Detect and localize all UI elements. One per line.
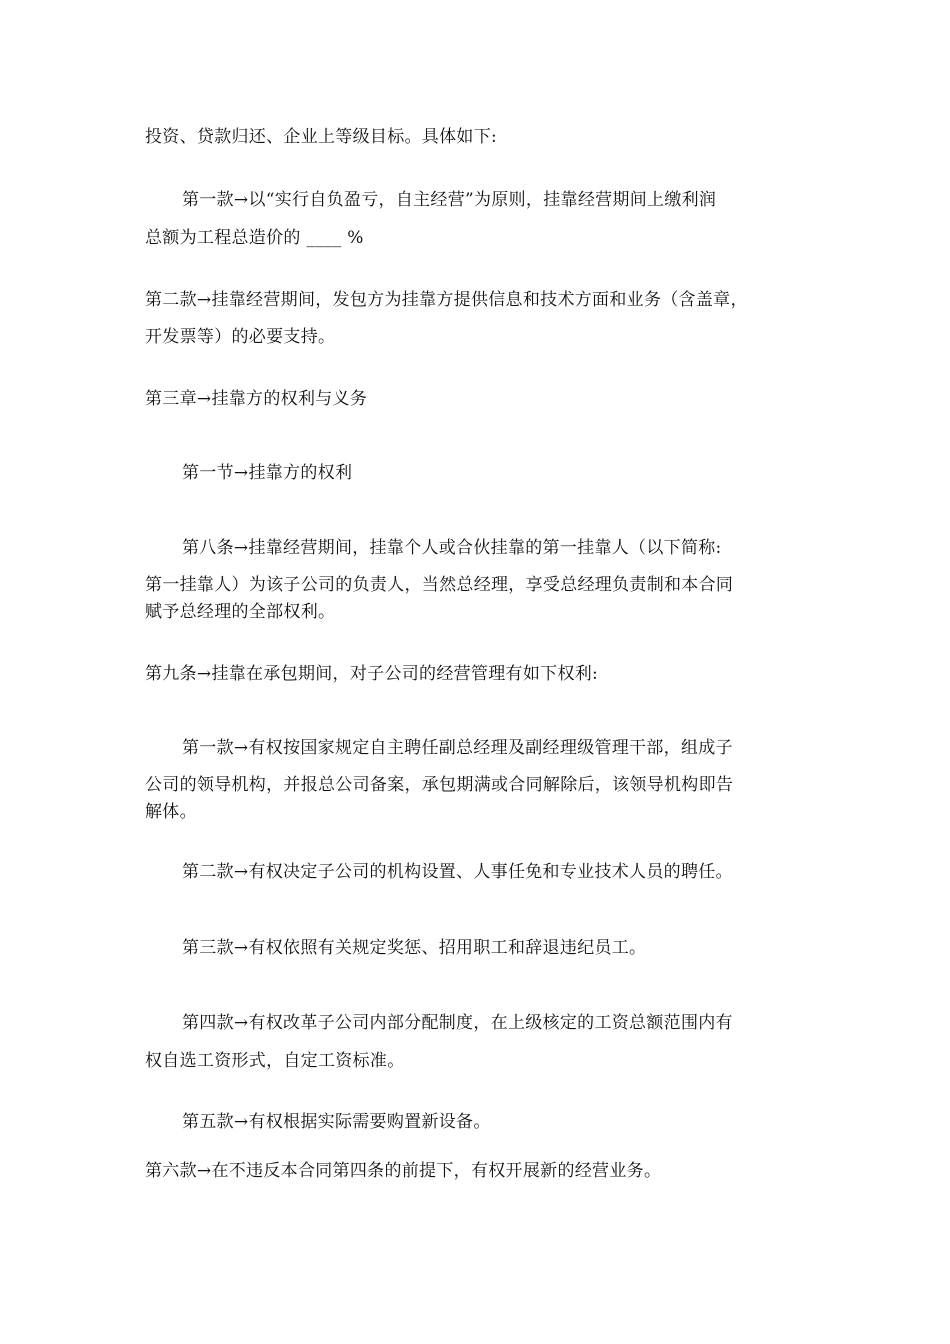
- text-line-20: 第六款→在不违反本合同第四条的前提下，有权开展新的经营业务。: [145, 1161, 662, 1181]
- section-heading: 第一节→挂靠方的权利: [182, 463, 353, 483]
- text-line-18: 权自选工资形式，自定工资标准。: [145, 1051, 405, 1071]
- text-line-3: 总额为工程总造价的 ____ %: [145, 228, 364, 248]
- text-line-11: 第九条→挂靠在承包期间，对子公司的经营管理有如下权利:: [145, 664, 599, 684]
- text-line-9: 第一挂靠人）为该子公司的负责人，当然总经理，享受总经理负责制和本合同: [145, 575, 734, 595]
- chapter-heading: 第三章→挂靠方的权利与义务: [145, 389, 368, 409]
- text-line-14: 解体。: [145, 802, 197, 822]
- text-line-10: 赋予总经理的全部权利。: [145, 602, 336, 622]
- text-line-1: 投资、贷款归还、企业上等级目标。具体如下:: [145, 127, 498, 147]
- text-line-12: 第一款→有权按国家规定自主聘任副总经理及副经理级管理干部，组成子: [182, 738, 733, 758]
- text-line-16: 第三款→有权依照有关规定奖惩、招用职工和辞退违纪员工。: [182, 938, 647, 958]
- text-line-8: 第八条→挂靠经营期间，挂靠个人或合伙挂靠的第一挂靠人（以下简称:: [182, 538, 722, 558]
- text-line-15: 第二款→有权决定子公司的机构设置、人事任免和专业技术人员的聘任。: [182, 862, 733, 882]
- text-line-13: 公司的领导机构，并报总公司备案，承包期满或合同解除后，该领导机构即告: [145, 775, 734, 795]
- text-line-5: 开发票等）的必要支持。: [145, 327, 336, 347]
- text-line-2: 第一款→以“实行自负盈亏，自主经营”为原则，挂靠经营期间上缴利润: [182, 190, 717, 210]
- text-line-17: 第四款→有权改革子公司内部分配制度，在上级核定的工资总额范围内有: [182, 1013, 733, 1033]
- text-line-4: 第二款→挂靠经营期间，发包方为挂靠方提供信息和技术方面和业务（含盖章，: [145, 290, 748, 310]
- text-line-19: 第五款→有权根据实际需要购置新设备。: [182, 1112, 491, 1132]
